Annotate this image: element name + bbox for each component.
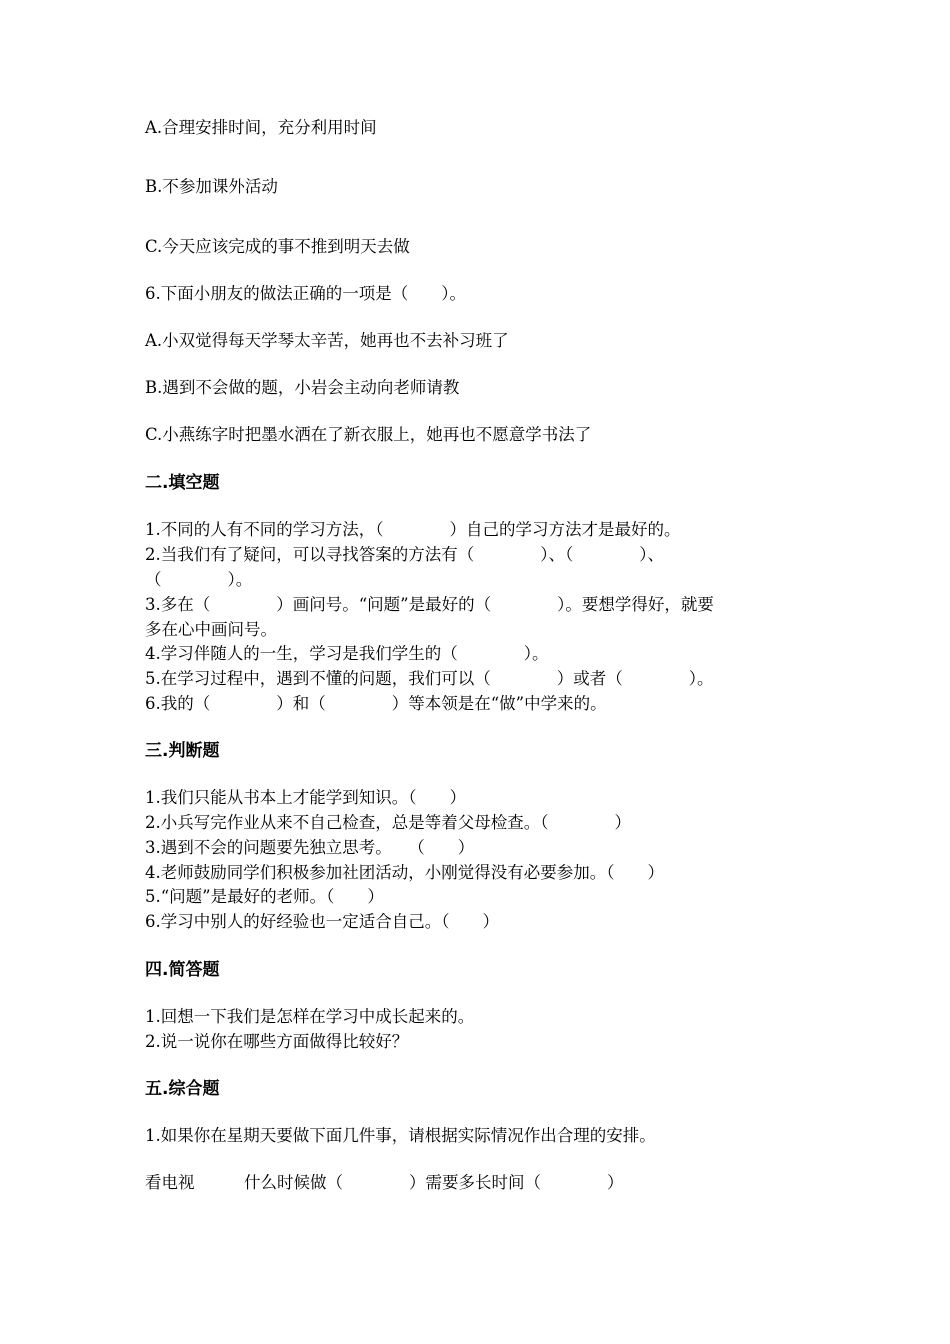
fill-line-4: 3.多在（ ）画问号。“问题”是最好的（ ）。要想学得好，就要 bbox=[145, 595, 714, 614]
q6-option-b: B.遇到不会做的题，小岩会主动向老师请教 bbox=[145, 378, 460, 397]
fill-line-6: 4.学习伴随人的一生，学习是我们学生的（ ）。 bbox=[145, 644, 549, 663]
q5-option-b: B.不参加课外活动 bbox=[145, 177, 278, 196]
comp-row-tv: 看电视 什么时候做（ ）需要多长时间（ ） bbox=[145, 1173, 624, 1192]
fill-line-2: 2.当我们有了疑问，可以寻找答案的方法有（ ）、（ ）、 bbox=[145, 545, 664, 564]
q5-option-c: C.今天应该完成的事不推到明天去做 bbox=[145, 237, 410, 256]
judge-line-1: 1.我们只能从书本上才能学到知识。（ ） bbox=[145, 788, 466, 807]
q6-option-c: C.小燕练字时把墨水洒在了新衣服上，她再也不愿意学书法了 bbox=[145, 425, 592, 444]
fill-line-7: 5.在学习过程中，遇到不懂的问题，我们可以（ ）或者（ ）。 bbox=[145, 669, 714, 688]
q5-option-a: A.合理安排时间，充分利用时间 bbox=[145, 118, 377, 137]
fill-line-8: 6.我的（ ）和（ ）等本领是在“做”中学来的。 bbox=[145, 694, 607, 713]
fill-line-3: （ ）。 bbox=[145, 570, 253, 589]
judge-line-3: 3.遇到不会的问题要先独立思考。 （ ） bbox=[145, 838, 475, 857]
short-line-1: 1.回想一下我们是怎样在学习中成长起来的。 bbox=[145, 1007, 475, 1026]
fill-line-5: 多在心中画问号。 bbox=[145, 620, 277, 639]
comp-heading: 五.综合题 bbox=[145, 1079, 220, 1099]
short-line-2: 2.说一说你在哪些方面做得比较好？ bbox=[145, 1032, 409, 1051]
judge-heading: 三.判断题 bbox=[145, 741, 220, 761]
judge-line-5: 5.“问题”是最好的老师。（ ） bbox=[145, 887, 384, 906]
comp-question-1: 1.如果你在星期天要做下面几件事，请根据实际情况作出合理的安排。 bbox=[145, 1126, 656, 1145]
fill-line-1: 1.不同的人有不同的学习方法，（ ）自己的学习方法才是最好的。 bbox=[145, 520, 681, 539]
short-heading: 四.简答题 bbox=[145, 960, 220, 980]
q6-option-a: A.小双觉得每天学琴太辛苦，她再也不去补习班了 bbox=[145, 331, 509, 350]
judge-line-6: 6.学习中别人的好经验也一定适合自己。（ ） bbox=[145, 912, 499, 931]
judge-line-2: 2.小兵写完作业从来不自己检查，总是等着父母检查。（ ） bbox=[145, 813, 631, 832]
fill-heading: 二.填空题 bbox=[145, 473, 220, 493]
q6-stem: 6.下面小朋友的做法正确的一项是（ ）。 bbox=[145, 284, 466, 303]
judge-line-4: 4.老师鼓励同学们积极参加社团活动，小刚觉得没有必要参加。（ ） bbox=[145, 863, 664, 882]
